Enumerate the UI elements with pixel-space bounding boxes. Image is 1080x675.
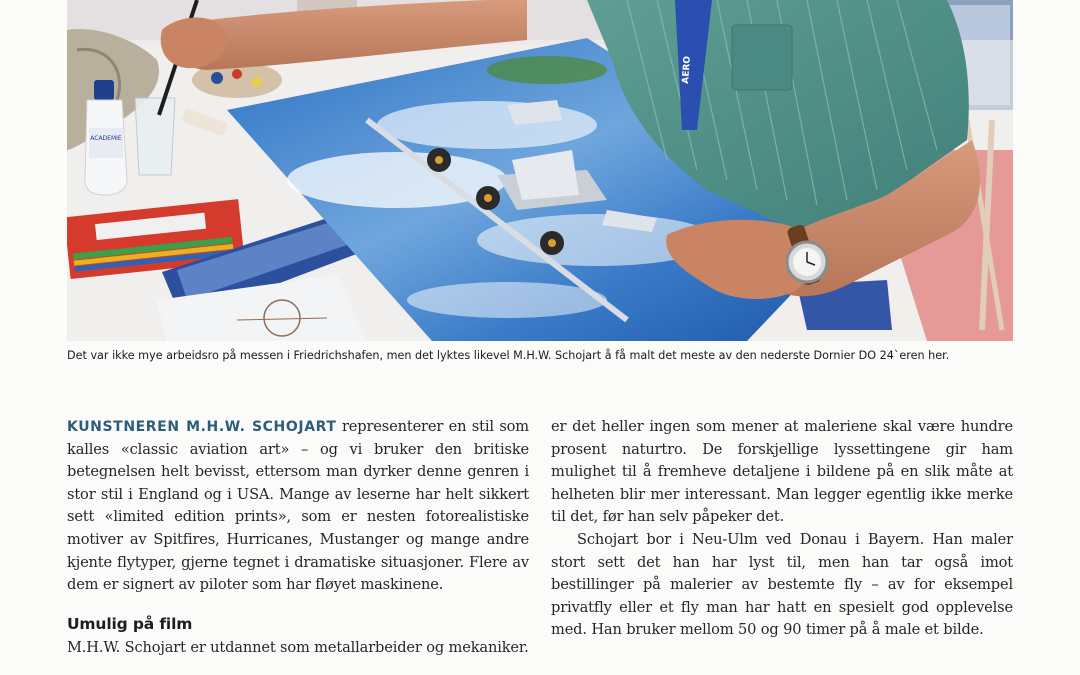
body-paragraph: Schojart bor i Neu-Ulm ved Donau i Bayern. Han maler stort sett det han har lyst til, men han tar også imot bestillinger på malerier av bestemte fly – av for eksempel privatfly eller et fly man har hatt en spesielt god opplevelse med. Han bruker mellom 50 og 90 timer på å male et bilde.	[551, 530, 1013, 639]
body-paragraph: M.H.W. Schojart er utdannet som metallarbeider og mekaniker.	[67, 638, 529, 656]
intro-paragraph	[67, 416, 529, 597]
lanyard-text: AERO	[681, 55, 693, 85]
photo-caption: Det var ikke mye arbeidsro på messen i Friedrichshafen, men det lyktes likevel M.H.W. Schojart å få malt det meste av den nederste Dornier DO 24`eren her.	[67, 349, 950, 362]
article-column-left	[67, 416, 529, 659]
section-heading-umulig-pa-film: Umulig på film	[67, 614, 193, 633]
body-paragraph: er det heller ingen som mener at maleriene skal være hundre prosent naturtro. De forskjellige lyssettingene gir ham mulighet til å fremheve detaljene i bildene på en slik måte at helheten blir mer interessant. Man legger egentlig ikke merke til det, før han selv påpeker det.	[551, 418, 1013, 526]
photo-illustration	[67, 0, 1013, 341]
bottle-label: ACADEMIE	[90, 135, 122, 142]
article-photo	[67, 0, 1013, 341]
article-column-right	[551, 416, 1013, 642]
intro-text: representerer en stil som kalles «classic aviation art» – og vi bruker den britiske betegnelsen helt bevisst, ettersom man dyrker denne genren i stor stil i England og i USA. Mange av leserne har helt sikkert sett «limited edition prints», som er nesten fotorealistiske motiver av Spitfires, Hurricanes, Mustanger og mange andre kjente flytyper, gjerne tegnet i dramatiske situasjoner. Flere av dem er signert av piloter som har fløyet maskinene.	[67, 418, 529, 594]
lead-in: KUNSTNEREN M.H.W. SCHOJART	[67, 419, 337, 435]
